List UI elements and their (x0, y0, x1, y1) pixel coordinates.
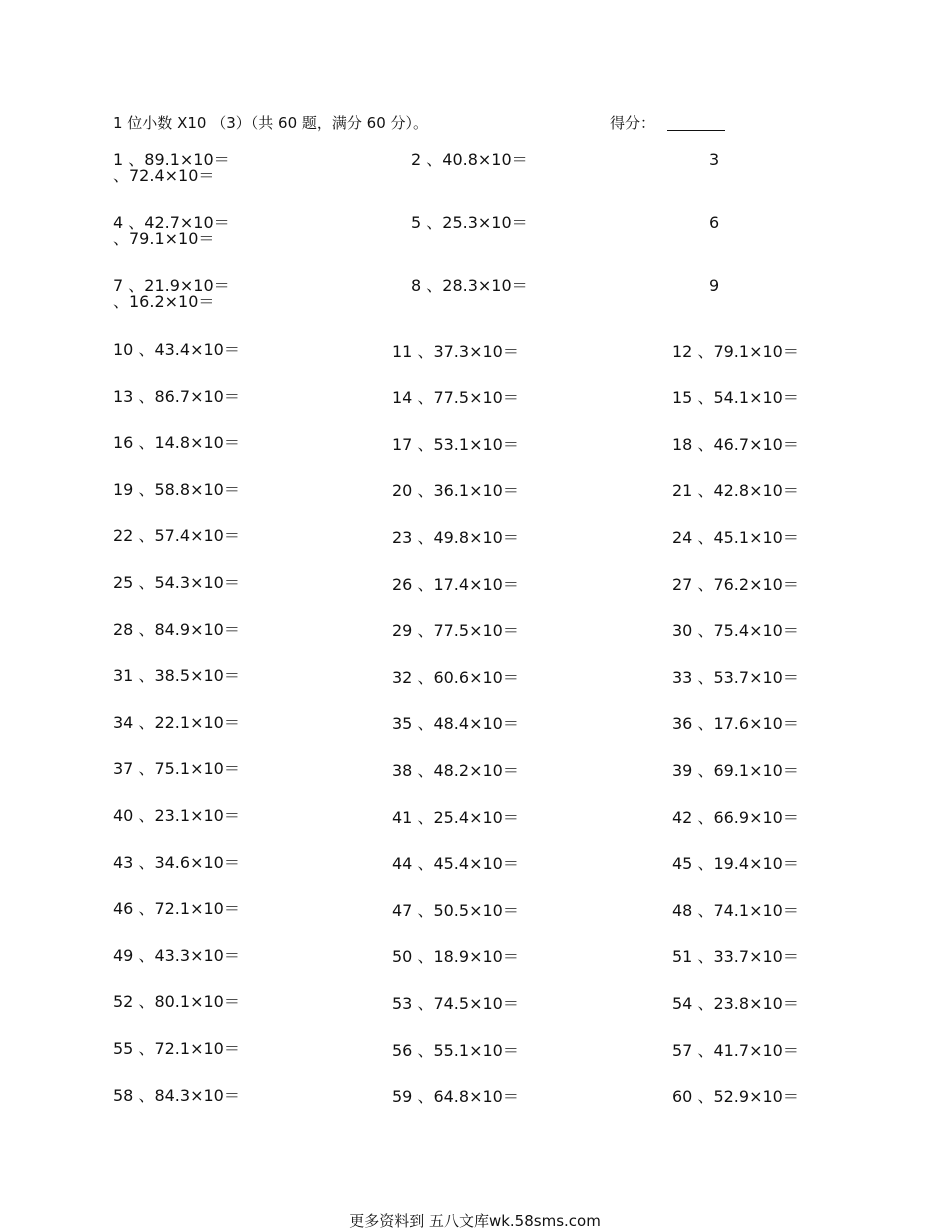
worksheet-title: 1 位小数 X10 （3）（共 60 题，满分 60 分）。 (113, 114, 429, 132)
problem-item: 37 、75.1×10＝ (113, 759, 240, 779)
problem-item: 41 、25.4×10＝ (392, 807, 519, 827)
problem-item: 23 、49.8×10＝ (392, 527, 519, 547)
problem-item: 16 、14.8×10＝ (113, 433, 240, 453)
problem-item: 24 、45.1×10＝ (672, 527, 799, 547)
problem-item: 56 、55.1×10＝ (392, 1040, 519, 1060)
problem-item: 45 、19.4×10＝ (672, 854, 799, 874)
problem-item: 5 、25.3×10＝ (411, 213, 528, 232)
score-label: 得分： (610, 114, 656, 132)
problem-item: 39 、69.1×10＝ (672, 760, 799, 780)
problem-item: 22 、57.4×10＝ (113, 526, 240, 546)
problem-item: 50 、18.9×10＝ (392, 947, 519, 967)
problem-item: 12 、79.1×10＝ (672, 341, 799, 361)
problem-item: 7 、21.9×10＝ (113, 276, 230, 295)
problem-item: 60 、52.9×10＝ (672, 1087, 799, 1107)
problem-item: 43 、34.6×10＝ (113, 852, 240, 872)
problem-item: 2 、40.8×10＝ (411, 150, 528, 169)
problem-item-wrapped: 、16.2×10＝ (113, 292, 215, 311)
problem-item: 52 、80.1×10＝ (113, 992, 240, 1012)
problem-item: 49 、43.3×10＝ (113, 945, 240, 965)
problem-item: 54 、23.8×10＝ (672, 993, 799, 1013)
problem-item: 10 、43.4×10＝ (113, 340, 240, 359)
problem-number: 6 (709, 213, 720, 232)
problem-item: 1 、89.1×10＝ (113, 150, 230, 169)
problem-item: 20 、36.1×10＝ (392, 481, 519, 501)
problem-number: 3 (709, 150, 720, 169)
problem-number: 9 (709, 276, 720, 295)
problem-item: 29 、77.5×10＝ (392, 621, 519, 641)
score-blank-line (667, 130, 725, 131)
problem-item: 47 、50.5×10＝ (392, 900, 519, 920)
problem-item: 40 、23.1×10＝ (113, 806, 240, 825)
problem-item: 36 、17.6×10＝ (672, 714, 799, 734)
problem-item: 38 、48.2×10＝ (392, 760, 519, 780)
problem-item: 35 、48.4×10＝ (392, 714, 519, 734)
problem-item: 59 、64.8×10＝ (392, 1087, 519, 1107)
problem-item: 13 、86.7×10＝ (113, 386, 240, 406)
problem-item: 28 、84.9×10＝ (113, 619, 240, 639)
footer-watermark-text: 更多资料到 五八文库wk.58sms.com (349, 1212, 601, 1230)
problem-item: 17 、53.1×10＝ (392, 434, 519, 454)
problem-item: 34 、22.1×10＝ (113, 712, 240, 732)
problem-item: 32 、60.6×10＝ (392, 667, 519, 687)
problem-item: 42 、66.9×10＝ (672, 807, 799, 827)
problem-item: 55 、72.1×10＝ (113, 1039, 240, 1058)
problem-item: 18 、46.7×10＝ (672, 434, 799, 454)
problem-item: 33 、53.7×10＝ (672, 667, 799, 687)
problem-item: 57 、41.7×10＝ (672, 1040, 799, 1060)
problem-item: 51 、33.7×10＝ (672, 947, 799, 967)
problem-item: 19 、58.8×10＝ (113, 479, 240, 499)
problem-item: 58 、84.3×10＝ (113, 1085, 240, 1105)
problem-item: 46 、72.1×10＝ (113, 899, 240, 919)
problem-item: 25 、54.3×10＝ (113, 573, 240, 592)
problem-item: 8 、28.3×10＝ (411, 276, 528, 295)
problem-item: 15 、54.1×10＝ (672, 388, 799, 408)
problem-item: 30 、75.4×10＝ (672, 621, 799, 641)
problem-item: 44 、45.4×10＝ (392, 854, 519, 874)
problem-item: 4 、42.7×10＝ (113, 213, 230, 232)
problem-item: 14 、77.5×10＝ (392, 388, 519, 408)
problem-item-wrapped: 、72.4×10＝ (113, 166, 215, 185)
problem-item: 21 、42.8×10＝ (672, 481, 799, 501)
problem-item: 31 、38.5×10＝ (113, 666, 240, 686)
problem-item: 11 、37.3×10＝ (392, 341, 519, 361)
problem-item: 27 、76.2×10＝ (672, 574, 799, 594)
problem-item: 53 、74.5×10＝ (392, 993, 519, 1013)
problem-item: 26 、17.4×10＝ (392, 574, 519, 594)
problem-item: 48 、74.1×10＝ (672, 900, 799, 920)
problem-item-wrapped: 、79.1×10＝ (113, 229, 215, 248)
